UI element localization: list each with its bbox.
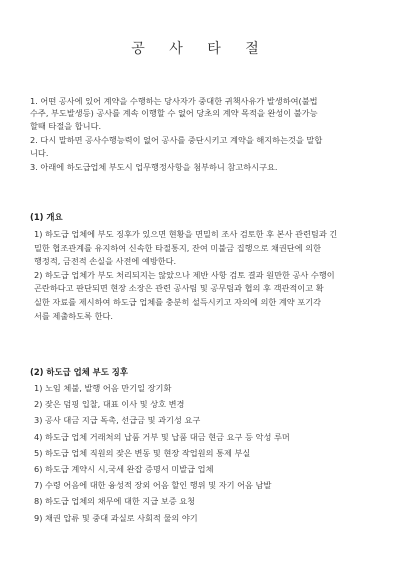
bankruptcy-signs-list bbox=[34, 380, 374, 526]
intro-line: 1. 어떤 공사에 있어 계약을 수행하는 당사자가 중대한 귀책사유가 발생하여(불법 bbox=[30, 96, 318, 106]
overview-line: 서를 제출하도록 한다. bbox=[34, 310, 113, 321]
list-item: 3) 공사 대금 지급 독촉, 선급금 및 과기성 요구 bbox=[34, 415, 201, 426]
overview-line: 2) 하도급 업체가 부도 처리되지는 않았으나 제반 사항 검토 결과 원만한 공사 수행이 bbox=[34, 269, 335, 280]
overview-line: 밀한 협조관계를 유지하여 신속한 타절통지, 잔여 미불금 집행으로 채권단에 의한 bbox=[34, 242, 322, 253]
overview-line: 곤란하다고 판단되면 현장 소장은 관련 공사팀 및 공무팀과 협의 후 객관적이고 확 bbox=[34, 283, 324, 294]
list-item: 7) 수령 어음에 대한 융성적 장외 어음 할인 행위 및 자기 어음 남발 bbox=[34, 480, 272, 491]
list-item: 4) 하도급 업체 거래처의 납품 거부 및 납품 대금 현금 요구 등 악성 루머 bbox=[34, 431, 290, 442]
section-heading-bankruptcy-signs: (2) 하도급 업체 부도 징후 bbox=[30, 367, 128, 377]
overview-line: 1) 하도급 업체에 부도 징후가 있으면 현황을 면밀히 조사 검토한 후 본사 관련팀과 긴 bbox=[34, 229, 338, 239]
list-item: 1) 노임 체불, 발행 어음 만기일 장기화 bbox=[34, 383, 172, 393]
overview-line: 행정적, 금전적 손실을 사전에 예방한다. bbox=[34, 256, 177, 267]
intro-line: 할때 타절을 합니다. bbox=[30, 120, 102, 131]
list-item: 2) 잦은 덤핑 입찰, 대표 이사 및 상호 변경 bbox=[34, 399, 185, 410]
document-title: 공 사 타 절 bbox=[131, 41, 269, 57]
list-item: 9) 채권 압류 및 중대 과실로 사회적 물의 야기 bbox=[34, 512, 198, 523]
intro-line: 니다. bbox=[30, 147, 49, 158]
intro-line: 수주, 부도발생등) 공사를 계속 이행할 수 없어 당초의 계약 목적을 완성이 불가능 bbox=[30, 108, 318, 119]
intro-line: 2. 다시 말하면 공사수행능력이 없어 공사를 중단시키고 계약을 해지하는것을 말합 bbox=[30, 135, 323, 146]
list-item: 8) 하도급 업체의 채무에 대한 지급 보증 요청 bbox=[34, 496, 196, 507]
overview-body bbox=[34, 228, 374, 323]
section-heading-overview: (1) 개요 bbox=[30, 212, 63, 222]
intro-paragraphs bbox=[30, 95, 375, 173]
list-item: 5) 하도급 업체 직원의 잦은 변동 및 현장 작업원의 통제 부실 bbox=[34, 447, 251, 458]
intro-line: 3. 아래에 하도급업체 부도시 업무행정사항을 첨부하니 참고하시구요. bbox=[30, 162, 278, 173]
list-item: 6) 하도급 계약시 시,국세 완잡 증명서 미발급 업체 bbox=[34, 464, 214, 475]
overview-line: 실한 자료를 제시하여 하도급 업체를 충분히 설득시키고 자의에 의한 계약 포기각 bbox=[34, 296, 322, 307]
